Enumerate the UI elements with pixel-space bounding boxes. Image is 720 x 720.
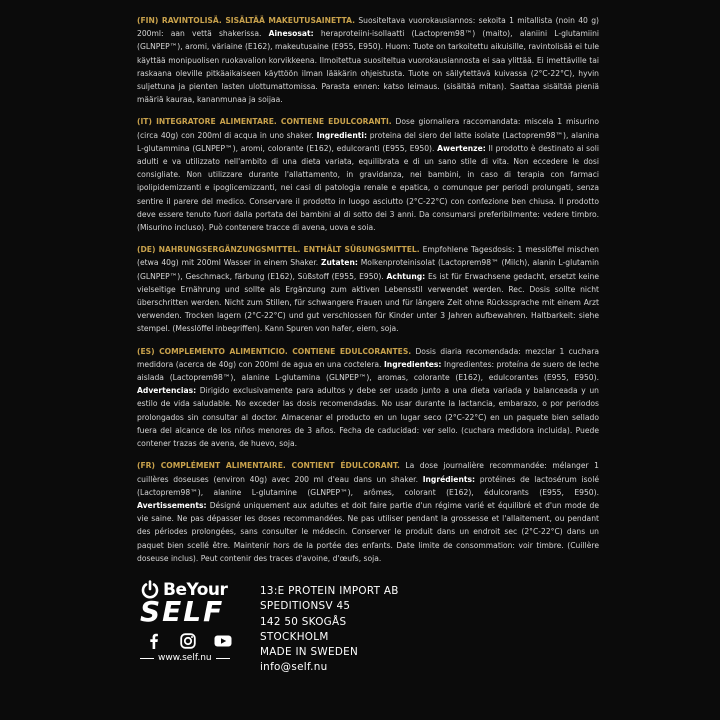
section-bold-label: Awertenze:	[437, 143, 486, 153]
brand-name-top: BeYour	[163, 580, 228, 600]
section-heading: (FIN) RAVINTOLISÄ. SISÄLTÄÄ MAKEUTUSAINETTA.	[137, 16, 356, 25]
section-text: Désigné uniquement aux adultes et doit faire partie d'un régime varié et équilibré et d'un mode de vie saine. Ne pas dépasser les doses recommandées. Ne pas utiliser pendant la grossesse et l'allaitement, ou pendant des périodes prolongées, sans consulter le médecin. Conserver le produit dans un endroit sec (2°C-22°C) dans un paquet bien scellé être. Maintenir hors de la portée des enfants. Date limite de consommation: voir timbre. (Cuillère doseuse inclus). Peut contenir des traces d'avoine, d'œufs, soja.	[137, 500, 599, 563]
section-heading: (DE) NAHRUNGSERGÄNZUNGSMITTEL. ENTHÄLT SÜßUNGSMITTEL.	[137, 245, 420, 255]
section-bold-label: Ingredienti:	[316, 130, 367, 140]
instagram-icon[interactable]	[180, 633, 196, 649]
divider	[216, 658, 230, 659]
section-heading: (FR) COMPLÉMENT ALIMENTAIRE. CONTIENT ÉDULCORANT.	[137, 461, 400, 471]
brand-logo	[140, 580, 250, 680]
address-line: MADE IN SWEDEN	[260, 646, 359, 659]
section-bold-label: Ingredientes:	[383, 359, 442, 369]
section-text: Dirigido exclusivamente para adultos y debe ser usado junto a una dieta variada y balanceada y un estilo de vida saludable. No exceder las dosis recomendadas. No usar durante la lactancia, embarazo, o por periodos prolongados sin consultar al doctor. Almacenar el producto en un lugar seco (2°C-22°C) en un paquete bien sellado fuera del alcance de los niños menores de 3 años. Fecha de caducidad: ver sello. (cuchara medidora incluida). Puede contener trazas de avena, de huevo, soja.	[137, 386, 599, 449]
section-bold-label: Avertissements:	[137, 500, 207, 510]
section-bold-label: Ingrédients:	[422, 474, 476, 484]
section-text: Ingredientes: proteína de suero de leche aislada (Lactoprem98™), alanine L-glutamina (GLNPEP™), aromas, colorante (E162), edulcorantes (E955, E950).	[137, 359, 599, 383]
label-text-area	[137, 14, 599, 574]
section-text: proteina del siero del latte isolate (Lactoprem98™), alanina L-glutammina (GLNPEP™), aromi, colorante (E162), edulcoranti (E955, E950).	[137, 130, 599, 153]
section-text: Molkenproteinisolat (Lactoprem98™ (Milch), alanin L-glutamin (GLNPEP™), Geschmack, färbung (E162), Süßstoff (E955, E950).	[137, 258, 599, 281]
section-bold-label: Advertencias:	[137, 386, 197, 396]
company-address	[260, 584, 399, 676]
social-links	[140, 633, 250, 649]
address-line: 142 50 SKOGÅS	[260, 615, 347, 628]
section-de	[137, 243, 599, 335]
section-fr	[137, 459, 599, 565]
section-text: Empfohlene Tagesdosis: 1 messlöffel mischen (etwa 40g) mit 200ml Wasser in einem Shaker.	[137, 245, 599, 268]
section-it	[137, 115, 599, 234]
youtube-icon[interactable]	[214, 633, 232, 649]
website-link-row	[140, 653, 250, 663]
section-text: Es ist für Erwachsene gedacht, ersetzt keine vielseitige Ernährung und sollte als Ergänzung zum aktiven Lebensstil verwendet werden. Rec. Dosis sollte nicht überschritten werden. Nicht zum Stillen, für schwangere Frauen und für längere Zeit ohne Rückssprache mit einem Arzt verwenden. Trocken lagern (2°C-22°C) und gut verschlossen für Kinder unter 3 Jahren aufbewahren. Haltbarkeit: siehe stempel. (Messlöffel inbegriffen). Kann Spuren von hafer, eiern, soja.	[137, 271, 599, 334]
section-text: protéines de lactosérum isolé (Lactoprem98™), alanine L-glutamine (GLNPEP™), arômes, colorant (E162), édulcorants (E955, E950).	[137, 474, 599, 497]
section-es	[137, 345, 599, 451]
footer	[140, 580, 560, 690]
section-text: Il prodotto è destinato ai soli adulti e va utilizzato nell'ambito di una dieta variata, equilibrata e di un sano stile di vita. Non eccedere le dosi consigliate. Non utilizzare durante l'allattamento, in gravidanza, nei bambini, in caso di terapia con farmaci ipolipidemizzanti e ipoglicemizzanti, nei casi di patologia renale e epatica, o comunque per periodi prolungati, senza sentire il parere del medico. Conservare il prodotto in luogo asciutto (2°C-22°C) con confezione ben chiusa. Il prodotto deve essere tenuto fuori dalla portata dei bambini al di sotto dei 3 anni. Da consumarsi preferibilmente: vedere timbro. (Misurino incluso). Può contenere tracce di avena, uova e soia.	[137, 143, 600, 233]
section-text: Dose giornaliera raccomandata: miscela 1 misurino (circa 40g) con 200ml di acqua in uno shaker.	[137, 117, 599, 140]
section-text: La dose journalière recommandée: mélanger 1 cuillères doseuses (environ 40g) avec 200 ml d'eau dans un shaker.	[137, 461, 599, 484]
section-bold-label: Achtung:	[386, 271, 426, 281]
address-line: SPEDITIONSV 45	[260, 600, 351, 613]
section-text: Suositeltava vuorokausiannos: sekoita 1 mitallista (noin 40 g) 200ml: aan vettä shakerissa.	[137, 16, 599, 39]
address-line: STOCKHOLM	[260, 630, 329, 643]
website-link[interactable]: www.self.nu	[158, 653, 212, 663]
section-fin	[137, 14, 599, 106]
brand-name-bottom: SELF	[140, 595, 225, 628]
facebook-icon[interactable]	[146, 633, 162, 649]
email-link[interactable]: info@self.nu	[260, 661, 328, 674]
section-heading: (IT) INTEGRATORE ALIMENTARE. CONTIENE EDULCORANTI.	[137, 117, 392, 127]
address-line: 13:E PROTEIN IMPORT AB	[260, 585, 399, 597]
section-bold-label: Zutaten:	[321, 258, 358, 268]
section-text: heraproteiini-isollaatti (Lactoprem98™) (maito), alaniini L-glutamiini (GLNPEP™), aromi, väriaine (E162), makeutusaine (E955, E950). Huom: Tuote on tarkoitettu aikuisille, ravintolisää ei tule käyttää monipuolisen ruokavalion korvikkeena. Ilmoitettua suositeltua vuorokausiannosta ei saa ylittää. Ei imettäville tai raskaana oleville pitkäaikaiseen käyttöön ilman lääkärin ohjeistusta. Tuote on säilytettävä kuivassa (2°C-22°C), hyvin suljettuna ja pienten lasten ulottumattomissa. Parasta ennen: katso leimaus. (sisältää mitan). Saattaa sisältää pieniä määriä kauraa, kananmunaa ja soijaa.	[137, 29, 599, 105]
section-text: Dosis diaria recomendada: mezclar 1 cuchara medidora (acerca de 40g) con 200ml de agua en una coctelera.	[137, 346, 599, 369]
section-heading: (ES) COMPLEMENTO ALIMENTICIO. CONTIENE EDULCORANTES.	[137, 346, 412, 356]
divider	[140, 658, 154, 659]
section-bold-label: Ainesosat:	[268, 29, 314, 39]
